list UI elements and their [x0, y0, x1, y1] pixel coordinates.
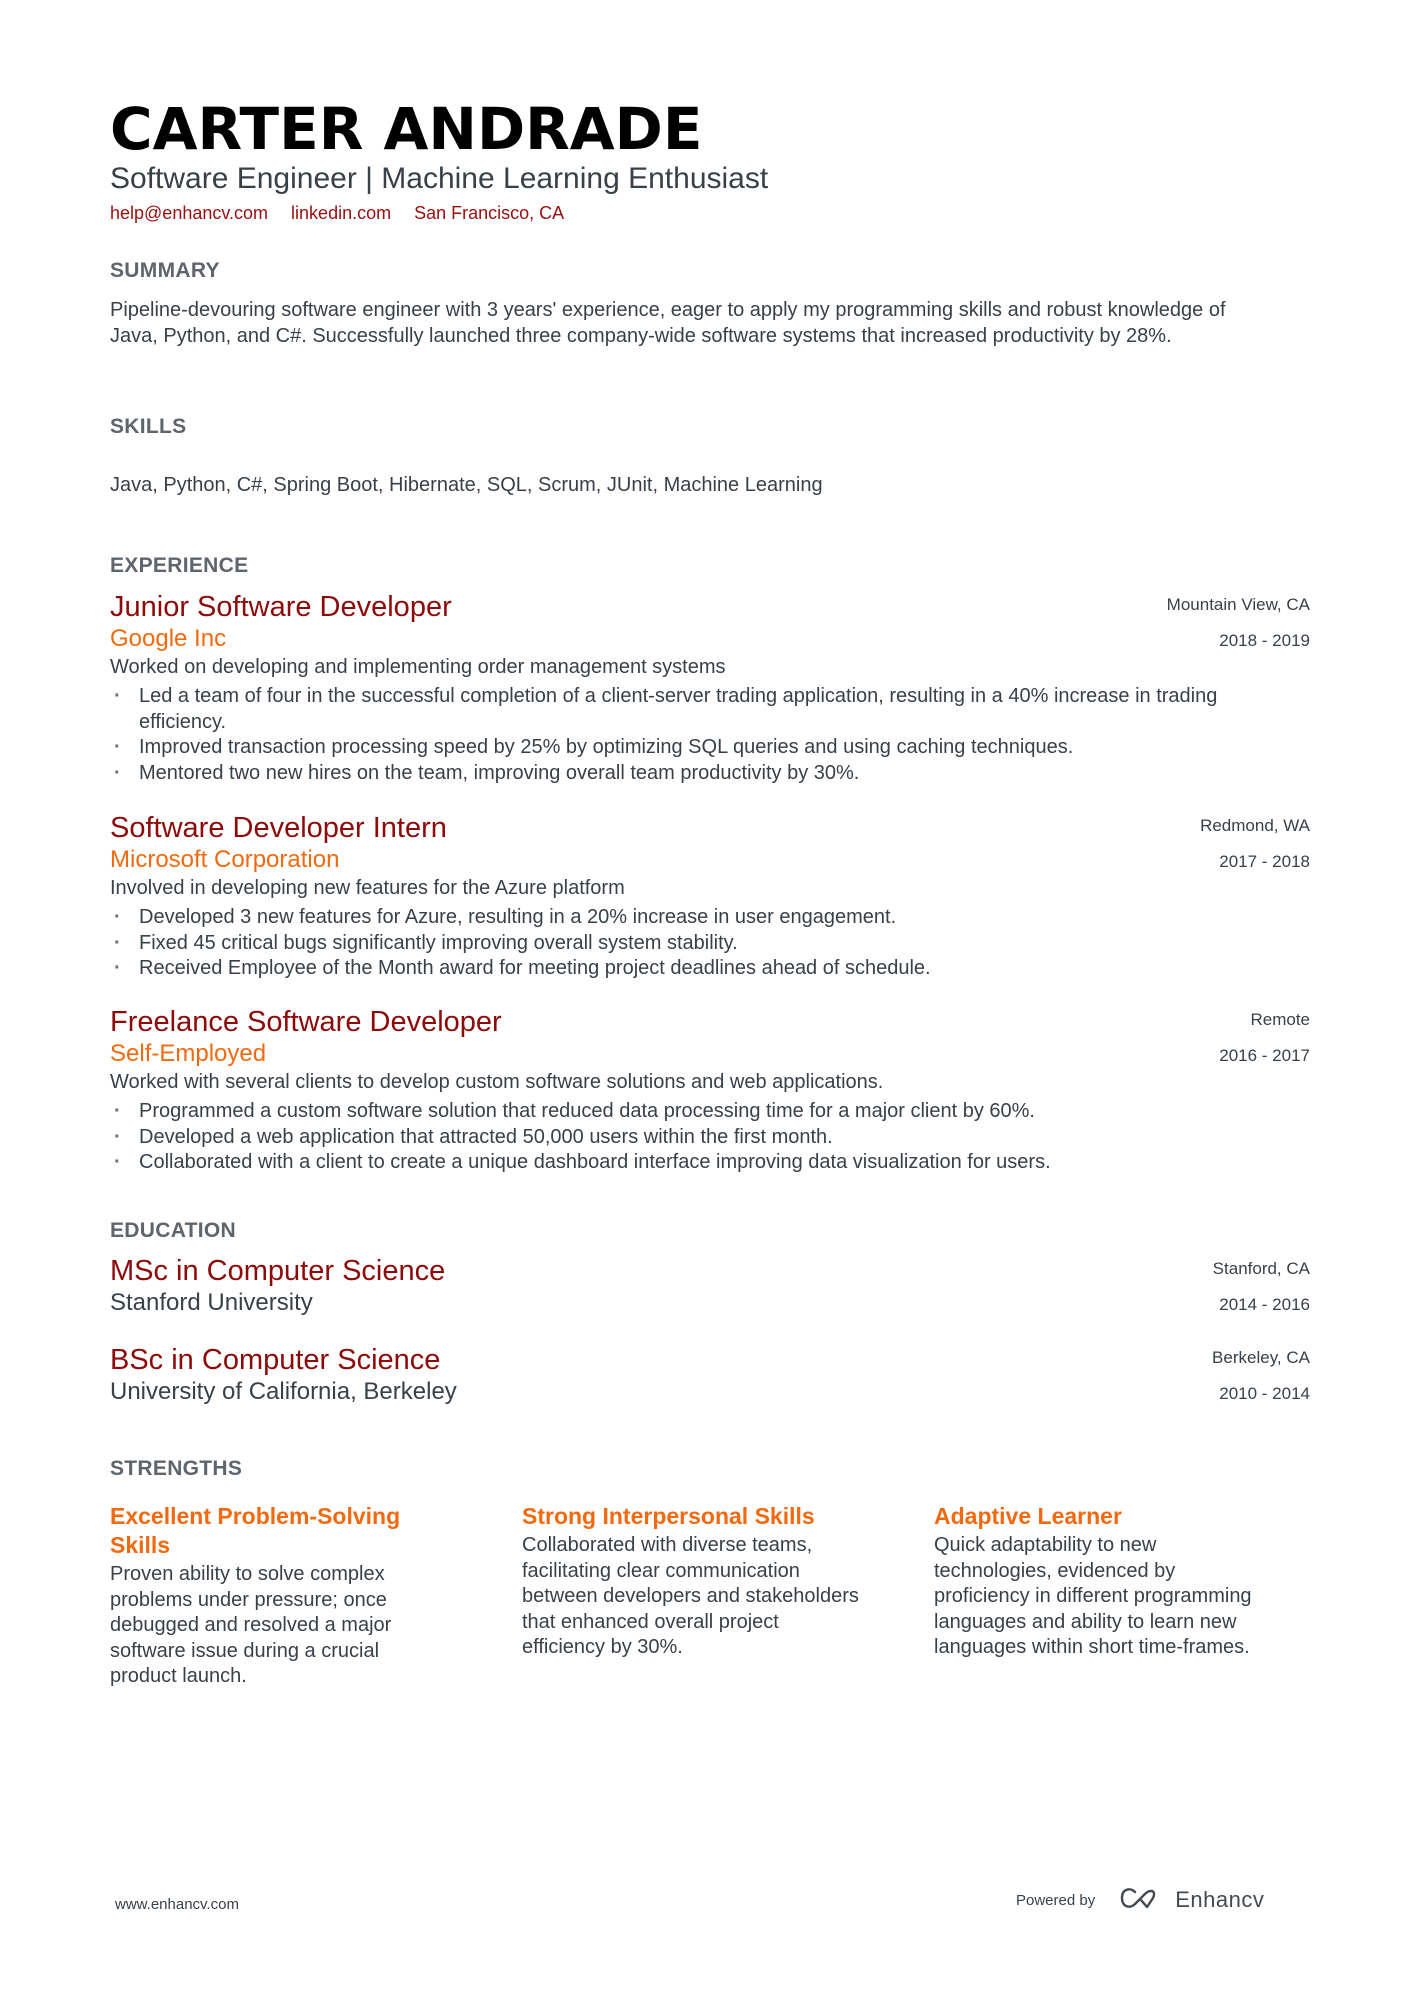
powered-by-label: Powered by: [1016, 1891, 1096, 1909]
job-description: Worked on developing and implementing order management systems: [110, 656, 726, 678]
school-name: Stanford University: [110, 1289, 313, 1316]
job-dates: 2017 - 2018: [1219, 852, 1310, 871]
footer-powered-by: [1016, 1886, 1264, 1914]
school-name: University of California, Berkeley: [110, 1378, 457, 1405]
job-meta: [1200, 811, 1310, 883]
job-bullets: [110, 905, 1310, 982]
job-meta: [1167, 590, 1310, 662]
job-bullets: [110, 684, 1310, 786]
enhancv-logo[interactable]: [1119, 1886, 1264, 1914]
strength-item: [934, 1502, 1346, 1690]
strength-title: Excellent Problem-Solving Skills: [110, 1503, 401, 1558]
candidate-title: Software Engineer | Machine Learning Enthusiast: [110, 162, 769, 195]
strength-item: [522, 1502, 934, 1690]
job-title: Freelance Software Developer: [110, 1006, 502, 1038]
strength-text: Collaborated with diverse teams, facilitating clear communication between developers and stakeholders that enhanced overall project efficiency by 30%.: [522, 1534, 859, 1658]
job-company: Google Inc: [110, 625, 227, 652]
footer-website-link[interactable]: www.enhancv.com: [115, 1896, 239, 1913]
bullet-item: · Programmed a custom software solution that reduced data processing time for a major client by 60%.: [110, 1099, 1309, 1125]
bullet-item: · Fixed 45 critical bugs significantly improving overall system stability.: [110, 931, 1309, 957]
bullet-item: · Led a team of four in the successful completion of a client-server trading application, resulting in a 40% increase in trading efficiency.: [110, 684, 1309, 735]
strength-text: Proven ability to solve complex problems under pressure; once debugged and resolved a major software issue during a crucial product launch.: [110, 1563, 392, 1687]
job-description: Worked with several clients to develop custom software solutions and web applications.: [110, 1071, 884, 1093]
experience-entry: [110, 811, 1310, 982]
job-location: Mountain View, CA: [1166, 595, 1310, 614]
strength-title: Strong Interpersonal Skills: [522, 1503, 815, 1529]
education-meta: [1212, 1343, 1310, 1415]
education-dates: 2014 - 2016: [1219, 1295, 1310, 1314]
job-location: Remote: [1250, 1010, 1310, 1029]
experience-heading: EXPERIENCE: [110, 554, 249, 577]
summary-heading: SUMMARY: [110, 259, 220, 282]
education-entry: [110, 1343, 1310, 1407]
bullet-item: · Collaborated with a client to create a unique dashboard interface improving data visualization for users.: [110, 1150, 1309, 1176]
enhancv-logo-icon: [1119, 1886, 1165, 1914]
job-company: Microsoft Corporation: [110, 846, 340, 873]
experience-entry: [110, 1005, 1310, 1176]
job-bullets: [110, 1099, 1310, 1176]
degree-title: MSc in Computer Science: [110, 1255, 446, 1287]
education-location: Berkeley, CA: [1212, 1348, 1310, 1367]
job-description: Involved in developing new features for the Azure platform: [110, 877, 625, 899]
bullet-item: · Improved transaction processing speed by 25% by optimizing SQL queries and using caching techniques.: [110, 735, 1309, 761]
strength-title: Adaptive Learner: [934, 1503, 1122, 1529]
strength-item: [110, 1502, 522, 1690]
bullet-item: · Mentored two new hires on the team, improving overall team productivity by 30%.: [110, 761, 1309, 787]
strength-text: Quick adaptability to new technologies, evidenced by proficiency in different programming languages and ability to learn new languages within short time-frames.: [934, 1534, 1252, 1658]
education-location: Stanford, CA: [1212, 1259, 1310, 1278]
candidate-name: CARTER ANDRADE: [110, 95, 703, 163]
skills-heading: SKILLS: [110, 415, 187, 438]
summary-text: Pipeline-devouring software engineer with 3 years' experience, eager to apply my programming skills and robust knowledge of Java, Python, and C#. Successfully launched three company-wide software systems that increased productivity by 28%.: [110, 299, 1226, 347]
job-dates: 2016 - 2017: [1219, 1046, 1310, 1065]
experience-entry: [110, 590, 1310, 786]
education-dates: 2010 - 2014: [1219, 1384, 1310, 1403]
job-company: Self-Employed: [110, 1040, 267, 1067]
job-meta: [1219, 1005, 1310, 1077]
job-title: Software Developer Intern: [110, 812, 447, 844]
enhancv-brand-text: Enhancv: [1175, 1887, 1265, 1912]
contact-location: San Francisco, CA: [414, 203, 565, 223]
job-location: Redmond, WA: [1200, 816, 1310, 835]
contact-linkedin-link[interactable]: linkedin.com: [291, 203, 392, 223]
education-heading: EDUCATION: [110, 1219, 236, 1242]
strengths-grid: [110, 1502, 1350, 1690]
bullet-item: · Developed 3 new features for Azure, resulting in a 20% increase in user engagement.: [110, 905, 1309, 931]
skills-text: Java, Python, C#, Spring Boot, Hibernate, SQL, Scrum, JUnit, Machine Learning: [110, 474, 823, 496]
education-meta: [1213, 1254, 1310, 1326]
bullet-item: · Received Employee of the Month award for meeting project deadlines ahead of schedule.: [110, 956, 1309, 982]
contact-email-link[interactable]: help@enhancv.com: [110, 203, 269, 223]
strengths-heading: STRENGTHS: [110, 1457, 243, 1480]
job-dates: 2018 - 2019: [1219, 631, 1310, 650]
degree-title: BSc in Computer Science: [110, 1344, 441, 1376]
contact-line: [110, 203, 582, 224]
education-entry: [110, 1254, 1310, 1318]
job-title: Junior Software Developer: [110, 591, 452, 623]
bullet-item: · Developed a web application that attracted 50,000 users within the first month.: [110, 1125, 1309, 1151]
